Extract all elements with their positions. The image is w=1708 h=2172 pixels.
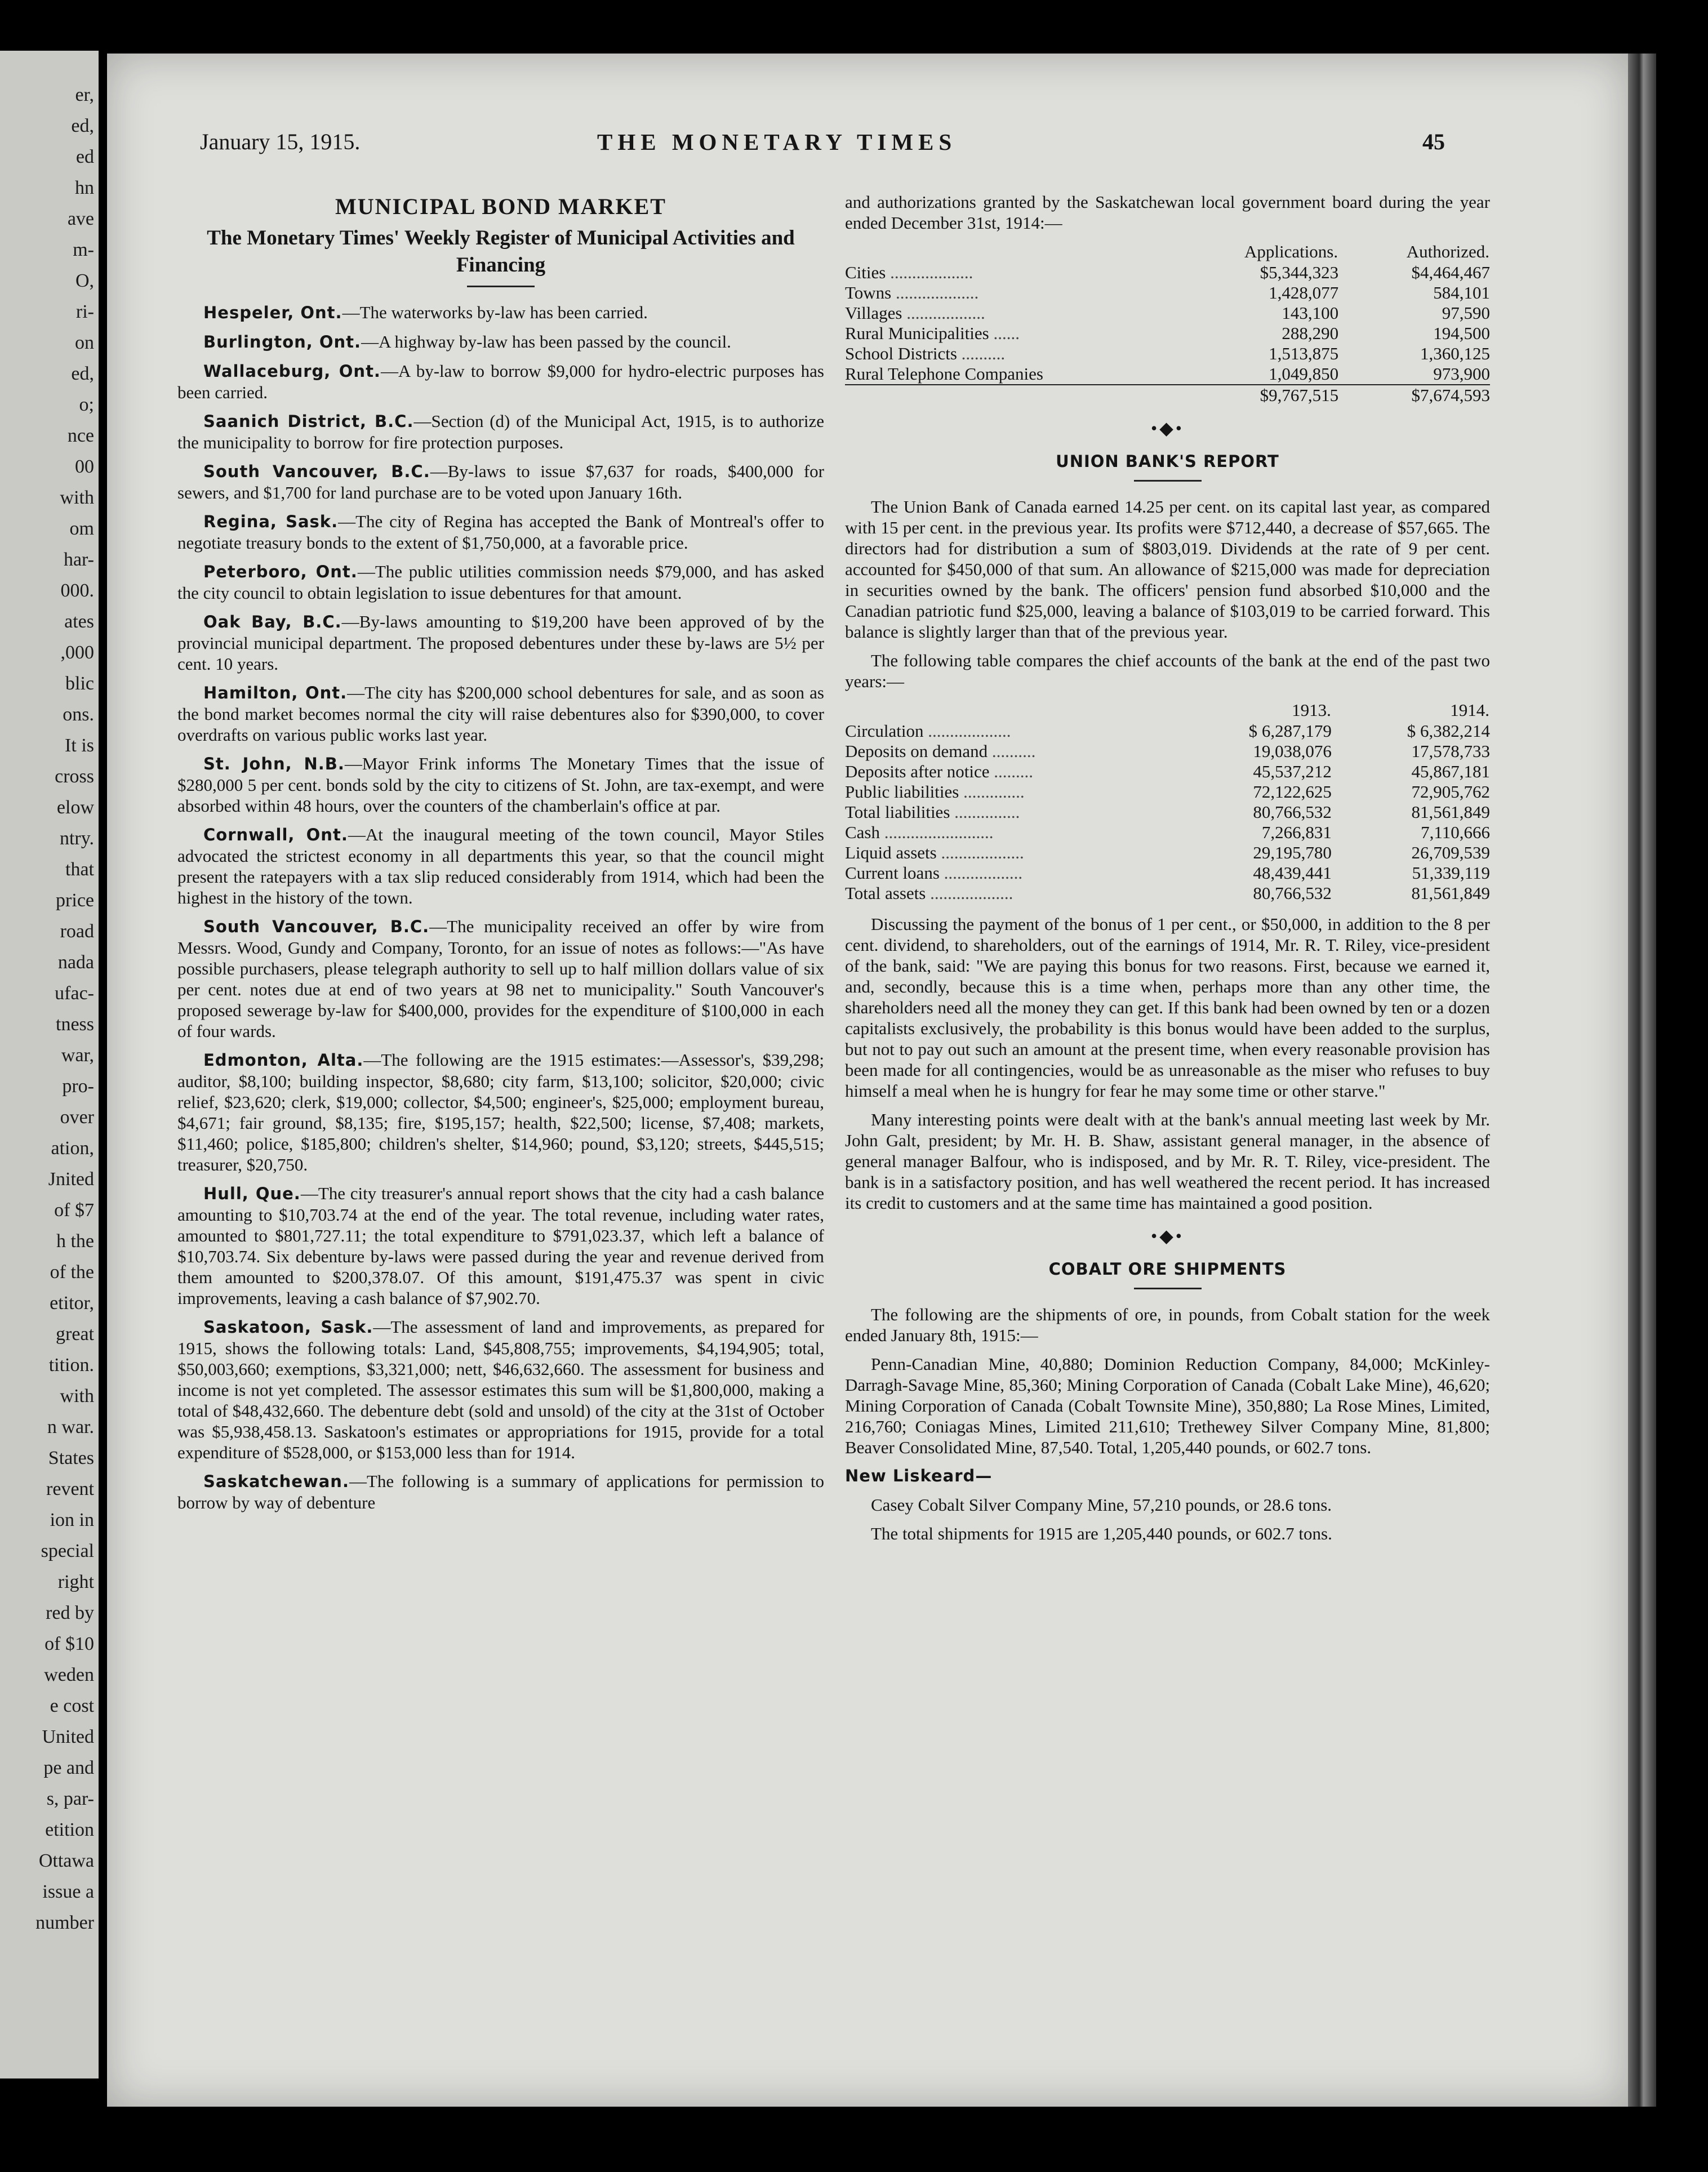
fragment-text: ed [75, 146, 94, 167]
municipal-item-place: Saskatchewan. [203, 1472, 349, 1491]
book-edge [1628, 54, 1656, 2107]
municipal-item-text: —The public utilities commission needs $79,000, and has asked the city council to obtain legislation to issue debentures for that amount. [177, 562, 824, 603]
section-title-union-bank: UNION BANK'S REPORT [1056, 452, 1279, 471]
fragment-text: ates [64, 611, 94, 632]
row-label: Current loans [845, 863, 940, 883]
row-value: 51,339,119 [1412, 863, 1490, 883]
union-bank-table [845, 700, 1490, 903]
table-row [845, 262, 1490, 283]
municipal-item-place: Edmonton, Alta. [203, 1051, 364, 1070]
row-label: Circulation [845, 721, 924, 741]
col-header [845, 700, 1173, 721]
table-row [845, 843, 1490, 863]
municipal-item-text: —The assessment of land and improvements, as prepared for 1915, shows the following totals: Land, $45,808,755; improvements, $4,194,905; total, $50,003,660; exemptions, $3,321,000; nett, $46,632,660. The assessment for business and income is not yet completed. The assessor estimates this sum will be $1,800,000, making a total of $48,432,660. The debenture debt (sold and unsold) of the city at the 31st of October was $5,938,458.13. Saskatoon's estimates or appropriations for 1915, provide for a total expenditure of $528,000, or $153,000 less than for 1914. [177, 1317, 824, 1462]
row-value: 97,590 [1442, 303, 1490, 323]
cobalt-para: The total shipments for 1915 are 1,205,440 pounds, or 602.7 tons. [871, 1524, 1332, 1543]
fragment-text: red by [46, 1603, 94, 1623]
fragment-text: pro- [62, 1076, 94, 1097]
cobalt-para: Casey Cobalt Silver Company Mine, 57,210 pounds, or 28.6 tons. [871, 1495, 1332, 1515]
col-header: Applications. [1244, 242, 1338, 261]
fragment-text: Jnited [48, 1169, 94, 1190]
section-title-municipal: MUNICIPAL BOND MARKET [335, 194, 666, 219]
table-row [845, 344, 1490, 364]
row-label: Cities [845, 262, 886, 282]
municipal-item [177, 1183, 824, 1308]
row-value: $5,344,323 [1260, 262, 1339, 282]
row-value: 19,038,076 [1253, 741, 1332, 761]
leader-dots: ................... [895, 283, 979, 302]
table-row [845, 303, 1490, 323]
municipal-item-place: Peterboro, Ont. [203, 562, 358, 581]
leader-dots: ............... [954, 802, 1020, 822]
fragment-text: etition [45, 1819, 94, 1840]
fragment-text: om [69, 518, 94, 539]
row-value: $ 6,287,179 [1248, 721, 1332, 741]
sask-table [845, 241, 1490, 406]
fragment-text: road [60, 921, 94, 942]
right-column [845, 192, 1490, 1552]
row-value: 45,867,181 [1411, 762, 1490, 781]
fragment-text: ntry. [59, 828, 94, 849]
fragment-text: 00 [75, 456, 94, 477]
row-value: 48,439,441 [1253, 863, 1332, 883]
row-value: $ 6,382,214 [1407, 721, 1490, 741]
fragment-text: h the [56, 1231, 94, 1252]
row-value: 288,290 [1282, 323, 1339, 343]
fragment-text: ons. [63, 704, 94, 725]
row-label: Total assets [845, 883, 926, 903]
fragment-text: number [35, 1912, 94, 1933]
sask-intro: and authorizations granted by the Saskatchewan local government board during the year ended December 31st, 1914:— [845, 192, 1490, 233]
leader-dots: .......... [961, 344, 1006, 363]
fragment-text: ,000 [60, 642, 94, 663]
row-value: 81,561,849 [1411, 883, 1490, 903]
fragment-text: s, par- [46, 1788, 94, 1809]
table-row [845, 782, 1490, 802]
fragment-text: elow [56, 797, 94, 818]
municipal-item-place: Oak Bay, B.C. [203, 612, 342, 631]
row-value: 45,537,212 [1253, 762, 1332, 781]
municipal-item-place: Regina, Sask. [203, 512, 339, 531]
leader-dots: ................... [930, 883, 1013, 903]
table-row [845, 762, 1490, 782]
row-value: 17,578,733 [1411, 741, 1490, 761]
table-row [845, 721, 1490, 741]
fragment-text: with [60, 487, 94, 508]
table-row [845, 883, 1490, 903]
fragment-text: cross [55, 766, 94, 787]
municipal-item [177, 561, 824, 603]
row-value: 72,905,762 [1411, 782, 1490, 802]
fragment-text: hn [75, 177, 94, 198]
municipal-item [177, 411, 824, 453]
leader-dots: ...... [993, 323, 1020, 343]
fragment-text: special [41, 1541, 94, 1561]
row-value: 80,766,532 [1253, 883, 1332, 903]
municipal-item-text: —The city of Regina has accepted the Bank of Montreal's offer to negotiate treasury bonds to the extent of $1,750,000, at a favorable price. [177, 511, 824, 553]
fragment-text: It is [65, 735, 94, 756]
municipal-item [177, 1316, 824, 1463]
fragment-text: that [65, 859, 94, 880]
municipal-item-text: —The following is a summary of applications for permission to borrow by way of debenture [177, 1471, 824, 1512]
table-row [845, 863, 1490, 883]
section-subtitle-municipal: The Monetary Times' Weekly Register of Municipal Activities and Financing [207, 226, 795, 277]
municipal-item-place: Saskatoon, Sask. [203, 1318, 373, 1337]
leader-dots: ......................... [884, 822, 994, 842]
fragment-text: O, [75, 270, 94, 291]
municipal-item [177, 461, 824, 503]
row-value: 1,513,875 [1269, 344, 1339, 363]
row-value: 1,049,850 [1269, 364, 1339, 384]
leader-dots: ................... [928, 721, 1011, 741]
municipal-item-place: Saanich District, B.C. [203, 412, 414, 431]
fragment-text: on [75, 332, 94, 353]
fragment-text: issue a [42, 1881, 94, 1902]
row-value: 143,100 [1282, 303, 1339, 323]
municipal-item-place: Hull, Que. [203, 1184, 301, 1203]
municipal-item [177, 511, 824, 553]
row-value: 7,110,666 [1421, 822, 1490, 842]
row-label: Liquid assets [845, 843, 937, 862]
fragment-text: ufac- [55, 983, 94, 1004]
union-bank-para: Discussing the payment of the bonus of 1 per cent., or $50,000, in addition to the 8 per cent. dividend, to shareholders, out of the earnings of 1914, Mr. R. T. Riley, vice-president of the bank, said: "We are paying this bonus for two reasons. First, because we earned it, and, secondly, because this is a time when, perhaps more than any other time, the shareholders need all the money they can get. If this bank had been owned by ten or a dozen capitalists exclusively, the probability is this bonus would have been added to the surplus, but not to pay out such an amount at the present time, when every reasonable provision has been made for all contingencies, would be as unreasonable as the miser who refuses to buy himself a meal when he is hungry for fear he may some time or other starve." [845, 914, 1490, 1101]
fragment-text: ri- [75, 301, 94, 322]
municipal-item [177, 360, 824, 403]
leader-dots: .................. [944, 863, 1023, 883]
fragment-text: right [57, 1572, 94, 1592]
total-authorized: $7,674,593 [1338, 385, 1490, 406]
municipal-item [177, 916, 824, 1042]
row-label: Rural Telephone Companies [845, 364, 1043, 384]
fragment-text: of the [50, 1262, 94, 1283]
row-label: Towns [845, 283, 892, 302]
municipal-item-text: —At the inaugural meeting of the town council, Mayor Stiles advocated the strictest economy in all departments this year, so that the council might present the ratepayers with a tax slip reduced considerably from 1914, which had been the highest in the history of the town. [177, 825, 824, 907]
fragment-text: weden [44, 1664, 94, 1685]
row-value: 80,766,532 [1253, 802, 1332, 822]
municipal-item-place: South Vancouver, B.C. [203, 462, 430, 481]
fragment-text: ed, [71, 363, 94, 384]
divider [467, 286, 535, 287]
fragment-text: great [56, 1324, 94, 1345]
fragment-text: price [56, 890, 94, 911]
fragment-text: over [60, 1107, 94, 1128]
row-label: Cash [845, 822, 880, 842]
municipal-item [177, 331, 824, 353]
fragment-text: ave [67, 208, 94, 229]
fragment-text: 000. [60, 580, 94, 601]
fragment-text: nce [67, 425, 94, 446]
municipal-item [177, 302, 824, 323]
municipal-item-text: —Section (d) of the Municipal Act, 1915, is to authorize the municipality to borrow for fire protection purposes. [177, 411, 824, 452]
cobalt-para: Penn-Canadian Mine, 40,880; Dominion Reduction Company, 84,000; McKinley-Darragh-Savage Mine, 85,360; Mining Corporation of Canada (Cobalt Lake Mine), 46,620; Mining Corporation of Canada (Cobalt Townsite Mine), 350,880; La Rose Mines, Limited, 216,760; Coniagas Mines, Limited 211,610; Trethewey Silver Company Mine, 81,800; Beaver Consolidated Mine, 87,540. Total, 1,205,440 pounds, or 602.7 tons. [845, 1354, 1490, 1457]
row-value: $4,464,467 [1411, 262, 1490, 282]
issue-date: January 15, 1915. [200, 129, 361, 154]
table-row [845, 802, 1490, 822]
row-value: 1,360,125 [1420, 344, 1490, 363]
table-row [845, 323, 1490, 344]
fragment-text: pe and [43, 1757, 94, 1778]
row-label: School Districts [845, 344, 957, 363]
fragment-text: etitor, [50, 1293, 94, 1314]
row-value: 29,195,780 [1253, 843, 1332, 862]
municipal-item-place: Burlington, Ont. [203, 332, 362, 351]
fragment-text: States [48, 1448, 94, 1468]
row-value: 1,428,077 [1269, 283, 1339, 302]
fragment-text: with [60, 1386, 94, 1407]
union-bank-para: The Union Bank of Canada earned 14.25 per cent. on its capital last year, as compared with 15 per cent. in the previous year. Its profits were $712,440, a decrease of $57,665. The directors had for distribution a sum of $803,019. Dividends at the rate of 9 per cent. accounted for $450,000 of that sum. An allowance of $215,000 was made for depreciation in securities owned by the bank. The officers' pension fund absorbed $10,000 and the Canadian patriotic fund $25,000, leaving a balance of $103,019 to be carried forward. This balance is slightly larger than that of the previous year. [845, 497, 1490, 642]
page-number: 45 [1422, 129, 1445, 154]
municipal-item-text: —Mayor Frink informs The Monetary Times that the issue of $280,000 5 per cent. bonds sold by the city to citizens of St. John, are tax-exempt, and were absorbed within 48 hours, over the counters of the chamberlain's office at par. [177, 754, 824, 816]
municipal-item [177, 824, 824, 908]
fragment-text: tition. [48, 1355, 94, 1376]
fragment-text: of $7 [54, 1200, 94, 1221]
row-label: Villages [845, 303, 902, 323]
fragment-text: m- [73, 239, 94, 260]
union-bank-para: Many interesting points were dealt with at the bank's annual meeting last week by Mr. John Galt, president; by Mr. H. B. Shaw, assistant general manager, in the absence of general manager Balfour, who is indisposed, and by Mr. R. T. Riley, vice-president. The bank is in a satisfactory position, and has well weathered the recent period. It has increased its credit to customers and at the same time has maintained a good position. [845, 1110, 1490, 1213]
row-value: 584,101 [1433, 283, 1490, 302]
row-value: 26,709,539 [1411, 843, 1490, 862]
col-header: 1914. [1450, 700, 1489, 720]
total-applications: $9,767,515 [1169, 385, 1338, 406]
col-header: Authorized. [1406, 242, 1489, 261]
row-value: 72,122,625 [1253, 782, 1332, 802]
municipal-item-place: Wallaceburg, Ont. [203, 362, 381, 381]
municipal-item-place: Cornwall, Ont. [203, 825, 348, 844]
municipal-item-place: South Vancouver, B.C. [203, 917, 430, 936]
fragment-text: ation, [51, 1138, 94, 1159]
page-header [200, 128, 1445, 162]
municipal-item-text: —By-laws to issue $7,637 for roads, $400,000 for sewers, and $1,700 for land purchase are to be voted upon January 16th. [177, 461, 824, 502]
fragment-text: war, [61, 1045, 94, 1066]
row-label: Public liabilities [845, 782, 959, 802]
adjacent-page-fragment [0, 51, 99, 2078]
municipal-item-text: —The city has $200,000 school debentures for sale, and as soon as the bond market becomes normal the city will raise debentures also for $390,000, to cover overdrafts on various public works last year. [177, 683, 824, 745]
leader-dots: ................... [941, 843, 1024, 862]
municipal-item [177, 1471, 824, 1513]
fragment-text: Ottawa [38, 1850, 94, 1871]
municipal-items [177, 302, 824, 1513]
fragment-text: of $10 [45, 1634, 94, 1654]
fragment-text: tness [56, 1014, 94, 1035]
fragment-text: United [42, 1726, 94, 1747]
municipal-item [177, 753, 824, 816]
divider [1134, 1288, 1202, 1289]
row-value: 81,561,849 [1411, 802, 1490, 822]
row-value: 973,900 [1433, 364, 1490, 384]
table-row [845, 364, 1490, 385]
municipal-item [177, 1049, 824, 1175]
leader-dots: .................. [906, 303, 985, 323]
row-value: 194,500 [1433, 323, 1490, 343]
table-row [845, 741, 1490, 762]
row-label: Deposits after notice [845, 762, 990, 781]
municipal-item-text: —A by-law to borrow $9,000 for hydro-electric purposes has been carried. [177, 361, 824, 402]
row-label: Total liabilities [845, 802, 950, 822]
left-column [177, 192, 824, 1521]
municipal-item-text: —The waterworks by-law has been carried. [342, 302, 648, 322]
municipal-item-place: Hamilton, Ont. [203, 683, 348, 702]
municipal-item-text: —The city treasurer's annual report shows that the city had a cash balance amounting to $10,703.74 at the end of the year. The total revenue, including water rates, amounted to $801,727.11; the total expenditure to $791,023.37, which left a balance of $10,703.74. Six debenture by-laws were passed during the year and revenue derived from them amounted to $200,378.07. Of this amount, $191,475.37 was spent in civic improvements, leaving a cash balance of $7,902.70. [177, 1183, 824, 1308]
fragment-text: blic [65, 673, 94, 694]
col-header: 1913. [1292, 700, 1331, 720]
table-row [845, 822, 1490, 843]
municipal-item [177, 611, 824, 674]
municipal-item-text: —The municipality received an offer by wire from Messrs. Wood, Gundy and Company, Toronto, for an issue of notes as follows:—"As have possible purchasers, please telegraph authority to sell up to half million dollars value of six per cent. notes due at end of two years at 98 net to municipality." South Vancouver's proposed sewerage by-law for $400,000, provides for the expenditure of $100,000 in each of four wards. [177, 916, 824, 1041]
leader-dots: ......... [994, 762, 1034, 781]
leader-dots: .......... [991, 741, 1036, 761]
municipal-item-text: —By-laws amounting to $19,200 have been approved of by the provincial municipal department. The proposed debentures under these by-laws are 5½ per cent. 10 years. [177, 612, 825, 674]
fragment-text: ed, [71, 115, 94, 136]
row-value: 7,266,831 [1261, 822, 1332, 842]
fragment-text: e cost [50, 1695, 94, 1716]
ornament-divider: •◆• [1150, 1226, 1184, 1246]
row-label: Rural Municipalities [845, 323, 989, 343]
municipal-item-place: St. John, N.B. [203, 754, 345, 773]
municipal-item-place: Hespeler, Ont. [203, 303, 343, 322]
fragment-text: nada [57, 952, 94, 973]
fragment-text: revent [46, 1479, 94, 1499]
fragment-text: har- [63, 549, 94, 570]
fragment-text: er, [75, 84, 94, 105]
masthead: THE MONETARY TIMES [597, 129, 957, 155]
section-title-cobalt: COBALT ORE SHIPMENTS [1048, 1259, 1287, 1279]
ornament-divider: •◆• [1150, 418, 1184, 438]
cobalt-subheading: New Liskeard— [845, 1466, 993, 1485]
row-label: Deposits on demand [845, 741, 988, 761]
table-row [845, 283, 1490, 303]
fragment-text: o; [79, 394, 94, 415]
municipal-item-text: —The following are the 1915 estimates:—Assessor's, $39,298; auditor, $8,100; building inspector, $8,680; city farm, $13,100; solicitor, $20,000; civic relief, $23,620; clerk, $19,000; collector, $4,500; engineer's, $25,000; employment bureau, $4,671; fair ground, $8,135; fire, $195,157; health, $22,500; license, $7,408; markets, $11,460; police, $185,800; children's shelter, $14,960; pound, $3,120; streets, $445,515; treasurer, $20,750. [177, 1050, 824, 1174]
municipal-item [177, 682, 824, 745]
col-header [845, 241, 1169, 262]
leader-dots: ................... [890, 262, 973, 282]
municipal-item-text: —A highway by-law has been passed by the council. [361, 332, 731, 351]
leader-dots: .............. [963, 782, 1025, 802]
cobalt-para: The following are the shipments of ore, in pounds, from Cobalt station for the week ended January 8th, 1915:— [845, 1305, 1490, 1345]
fragment-text: n war. [47, 1417, 94, 1437]
fragment-text: ion in [50, 1510, 94, 1530]
union-bank-para: The following table compares the chief accounts of the bank at the end of the past two years:— [845, 651, 1490, 691]
divider [1134, 480, 1202, 482]
